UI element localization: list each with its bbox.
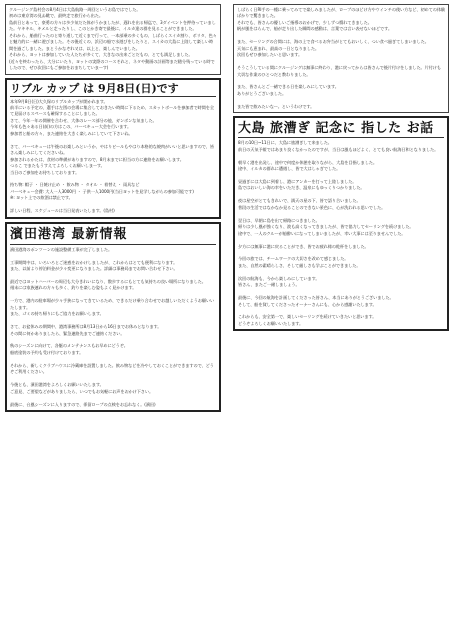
regatta-title: リブル カップ は 9月8日(日)です — [10, 82, 216, 97]
left-column — [5, 4, 221, 415]
right-column — [233, 4, 449, 334]
oshima-voyage-box — [233, 116, 449, 331]
cruising-continued-text: しばらく日RI手の一種に乗ってみてで楽しみましたが、ロープのほどけ方やウインチの使い方など、初めての体験ばかりで驚きました。 それでも、皆さんの優しいご指導のおかげで、少しずつ慣れてきました。 帆が風をはらんで、船が走り出した瞬間の感動は、言葉では言い表せないほどです。 また、セーリングの合間には、海の上で食べるお弁当がとてもおいしく、つい食べ過ぎてしまいました。 天気にも恵まれ、最高の一日となりました。 次回もぜひ参加したいと思います。 そうこうしている間にクルージングは無事に終わり、港に戻ってからは皆さんで後片付けをしました。片付けも大切な作業のひとつだと教わりました。 また、皆さんとご一緒できる日を楽しみにしています。 ありがとうございました。 また皆で飲みたいなー。というわけです。 — [237, 7, 445, 109]
regatta-box — [5, 78, 221, 219]
watersports-news-box — [5, 222, 221, 412]
oshima-voyage-text: 8月の10日~11日に、大島に旅漕ぎして来ました。 前日の天気予報ではあまり良くなかったのですが、当日は風もほどよく、とても良い航海日和となりました。 朝早く港を出発し、途中で何度か休憩を取りながら、大島を目指しました。 途中、イルカの群れに遭遇し、皆で大はしゃぎでした。 昼過ぎには大島に到着し、港にアンカーを打って上陸しました。 島ではおいしい海の幸をいただき、温泉にもゆっくりつかりました。 夜は星空がとてもきれいで、満天の星の下、皆で語り合いました。 普段の生活ではなかなか見ることのできない景色に、心が洗われる思いでした。 翌日は、早朝に島を出て帰路につきました。 帰りは少し風が強くなり、波も高くなってきましたが、皆で協力してセーリングを続けました。 途中で、一人のクルーが船酔いになってしまいましたが、幸い大事には至りませんでした。 夕方には無事に港に戻ることができ、皆でお疲れ様の乾杯をしました。 今回の旅では、チームワークの大切さを改めて感じました。 また、自然の素晴らしさ、そして厳しさも学ぶことができました。 次回の航海も、今から楽しみにしています。 皆さん、またご一緒しましょう。 最後に、今回の航海を計画してくださった皆さん、本当にありがとうございました。 そして、船を貸してくださったオーナーさんにも、心から感謝いたします。 これからも、安全第一で、楽しいセーリングを続けていきたいと思います。 どうぞよろしくお願いいたします。 — [238, 140, 439, 326]
cruising-report-text: クルージング島村会の8月4日は大島航路一周回というお島ではでした。 初めは東京湾の見ゐ眺で、最終走で旅行から出た。 島前日とあって、豪勇の方々は多少気だた体がうかましたが、遅れを出る帰迄で、3ダイベントを押待っていました。ヤキキル、キメルと走ったりし、このとかき寄で最後に、イルカ達の群を見ることができました。 それから、船曲行ったのと寄り道して近くまで行って、一本部乗の多くもの、しばらくスイカ割り、ボリタ、色々と魅力的に一緒に遊びました。その後近くの、浜辺の船で水遊びをしたりと、スイカの大島に上陸して楽しい時間を過ごしました。まとうかなぞれ又は、以上と、楽しんでいました。 それから、ヨットは参加していた人たちが多くて、大きなの出来ごとだもの、とても満足しました。 (近々を終わったら、大分にいたり、ヨットの実際のコースそれと、ネタや動画の計画等まだ随分残っている時でしたので、ぜひ次回にもご参加をおまちしていまーす) — [9, 7, 217, 71]
cruising-continued-box — [233, 4, 449, 113]
watersports-news-title: 濱田港湾 最新情報 — [10, 226, 216, 245]
oshima-voyage-title: 大島 旅漕ぎ 記念に 指した お話 — [238, 120, 444, 138]
cruising-report-box — [5, 4, 221, 75]
watersports-news-text: 濱田港湾のポンツーンの施設整備工事が完了しました。 工事期間中は、いろいろとご迷惑をおかけしましたが、これからはとても便利になります。 また、以前より停泊料金が少々変更になりました。詳細は事務局までお問い合わせ下さい。 最近ではヨットハーバーの周辺も大分きれいになり、散歩するにもとても気持ちの良い場所になりました。 週末には家族連れの方々も多く、釣りを楽しむ姿もよく見かけます。 一方で、港内の駐車場が少々手狭になってきているため、できるだけ乗り合わせでお越しいただくようお願いいたします。 また、ゴミの持ち帰りにもご協力をお願いします。 さて、お盆休みの期間中、港湾事務所は8月13日から16日までお休みとなります。 その間に何かありましたら、緊急連絡先までご連絡ください。 秋のシーズンに向けて、各艇のメンテナンスもお早めにどうぞ。 船底塗装の予約も受け付けております。 それから、新しくクラブハウスに冷蔵庫を設置しました。飲み物などを冷やしておくことができますので、どうぞご利用ください。 今後とも、濱田港湾をよろしくお願いいたします。 ご意見、ご要望などがありましたら、いつでもお気軽にお声をおかけ下さい。 最後に、台風シーズンに入りますので、係留ロープの点検をお忘れなく。(濱田) — [10, 246, 215, 407]
regatta-text: 本年9月8日(日)大久保のリブルカップが開かれます。 前半にいる予定の、選手は左図の会場に集合しておきたい時間に下るため、スカットボールを参加者で時間を全て見届けるスペースも確保することにしました。 さて、今年一年の開催を合わせ、大体のレース部分の他、ガンボンな気ました。 今年も色々ある日(前)の方はこの、バーベキュー大会を行います。 参加者と船の方々、また連絡を大きく楽しみにしていて下さいね。 さて、バーベキューは午後のお楽しみというか、やはりビールもやはり本格的な焼肉がいいと思いますので、皆さん楽しみにしてくださいね。 参加されるかたは、食材の準備がありますので、8月末までに担当の方に連絡をお願いします。 つるこ でまたもうすえてよろしくお願いしまーす。 当日のご参加をお待ちしております。 持ち物: 帽子 ・ 日焼け止め ・ 飲み物 ・ タオル ・ 着替え ・ 雨具など バーベキュー会費: 大人一人3000円 ・ 子供一人1000円(当日ヨットを見学しながらの参加可能です) ※: ヨット上での飲酒は禁止です。 詳しい日程、スケジュールは当日発表いたします。(島村) — [10, 98, 214, 214]
